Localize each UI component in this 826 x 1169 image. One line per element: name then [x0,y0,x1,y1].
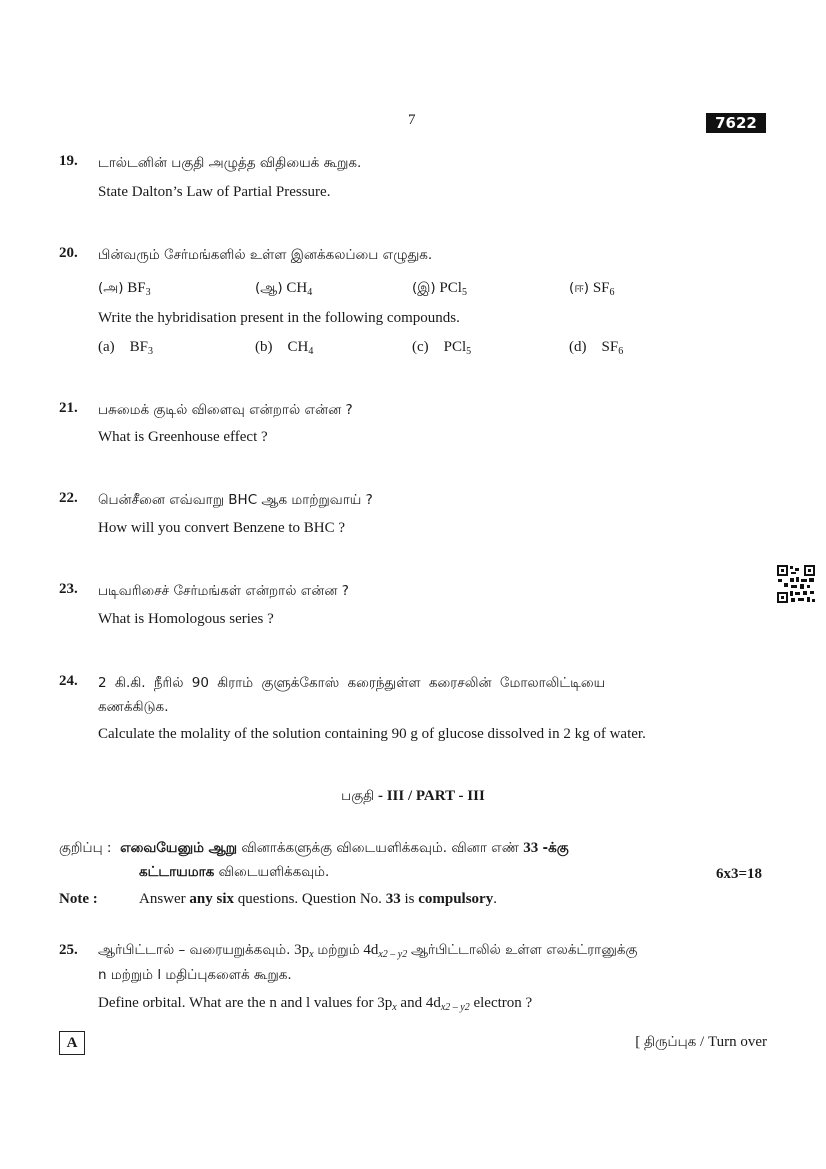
option-tamil-d: (ஈ) $SF_6$ [569,280,615,298]
question-tamil: பின்வரும் சேர்மங்களில் உள்ள இனக்கலப்பை எழுதுக. [98,247,433,263]
option-tamil-c: (இ) PCl$_5$ [412,280,467,298]
question-english: Write the hybridisation present in the following compounds. [98,310,460,326]
option-english-d: (d) $SF_6$ [569,339,624,357]
question-number: 25. [59,942,78,958]
question-number: 23. [59,581,78,597]
option-tamil-a: (அ) $BF_3$ [98,280,151,298]
option-english-c: (c) PCl$_5$ [412,339,472,357]
question-english: State Dalton’s Law of Partial Pressure. [98,184,331,200]
question-tamil: 2 கி.கி. நீரில் 90 கிராம் குளுக்கோஸ் கரைந்துள்ள கரைசலின் மோலாலிட்டியை [98,675,606,691]
question-number: 19. [59,153,78,169]
question-tamil-line2: கணக்கிடுக. [98,699,169,715]
question-number: 20. [59,245,78,261]
question-english: How will you convert Benzene to BHC ? [98,520,346,536]
page-number: 7 [408,112,416,128]
question-number: 21. [59,400,78,416]
note-tamil: குறிப்பு : எவையேனும் ஆறு வினாக்களுக்கு விடையளிக்கவும். வினா எண் 33 -க்கு [59,840,569,856]
option-tamil-b: (ஆ) $CH_4$ [255,280,313,298]
question-number: 22. [59,490,78,506]
qr-code-icon [776,564,816,604]
question-tamil: பசுமைக் குடில் விளைவு என்றால் என்ன ? [98,402,353,418]
question-english: Calculate the molality of the solution containing 90 g of glucose dissolved in 2 kg of water. [98,726,646,742]
question-english: Define orbital. What are the n and l values for $3p_x$ and $4d_{x2 - y2}$ electron ? [98,995,533,1013]
option-english-a: (a) $BF_3$ [98,339,154,357]
paper-code-badge: 7622 [706,113,766,133]
question-tamil-line2: n மற்றும் l மதிப்புகளைக் கூறுக. [98,967,292,983]
turn-over-label: [ திருப்புக / Turn over [635,1034,767,1050]
note-tamil-line2: கட்டாயமாக விடையளிக்கவும். [139,864,330,880]
question-tamil: டால்டனின் பகுதி அழுத்த விதியைக் கூறுக. [98,155,362,171]
question-tamil: பென்சீனை எவ்வாறு BHC ஆக மாற்றுவாய் ? [98,492,373,508]
question-tamil: ஆர்பிட்டால் – வரையறுக்கவும். $3p_x$ மற்றும் $4d_{x2 - y2}$ ஆர்பிட்டாலில் உள்ள எலக்ட்ரானுக்கு [98,942,638,960]
question-tamil: படிவரிசைச் சேர்மங்கள் என்றால் என்ன ? [98,583,349,599]
version-box: A [59,1031,85,1055]
part-heading: பகுதி - III / PART - III [341,788,485,804]
marks-label: 6x3=18 [716,866,763,882]
question-english: What is Homologous series ? [98,611,274,627]
question-english: What is Greenhouse effect ? [98,429,268,445]
note-english: Answer any six questions. Question No. 33 is compulsory. [139,891,497,907]
question-number: 24. [59,673,78,689]
option-english-b: (b) $CH_4$ [255,339,314,357]
note-english-label: Note : [59,891,98,907]
